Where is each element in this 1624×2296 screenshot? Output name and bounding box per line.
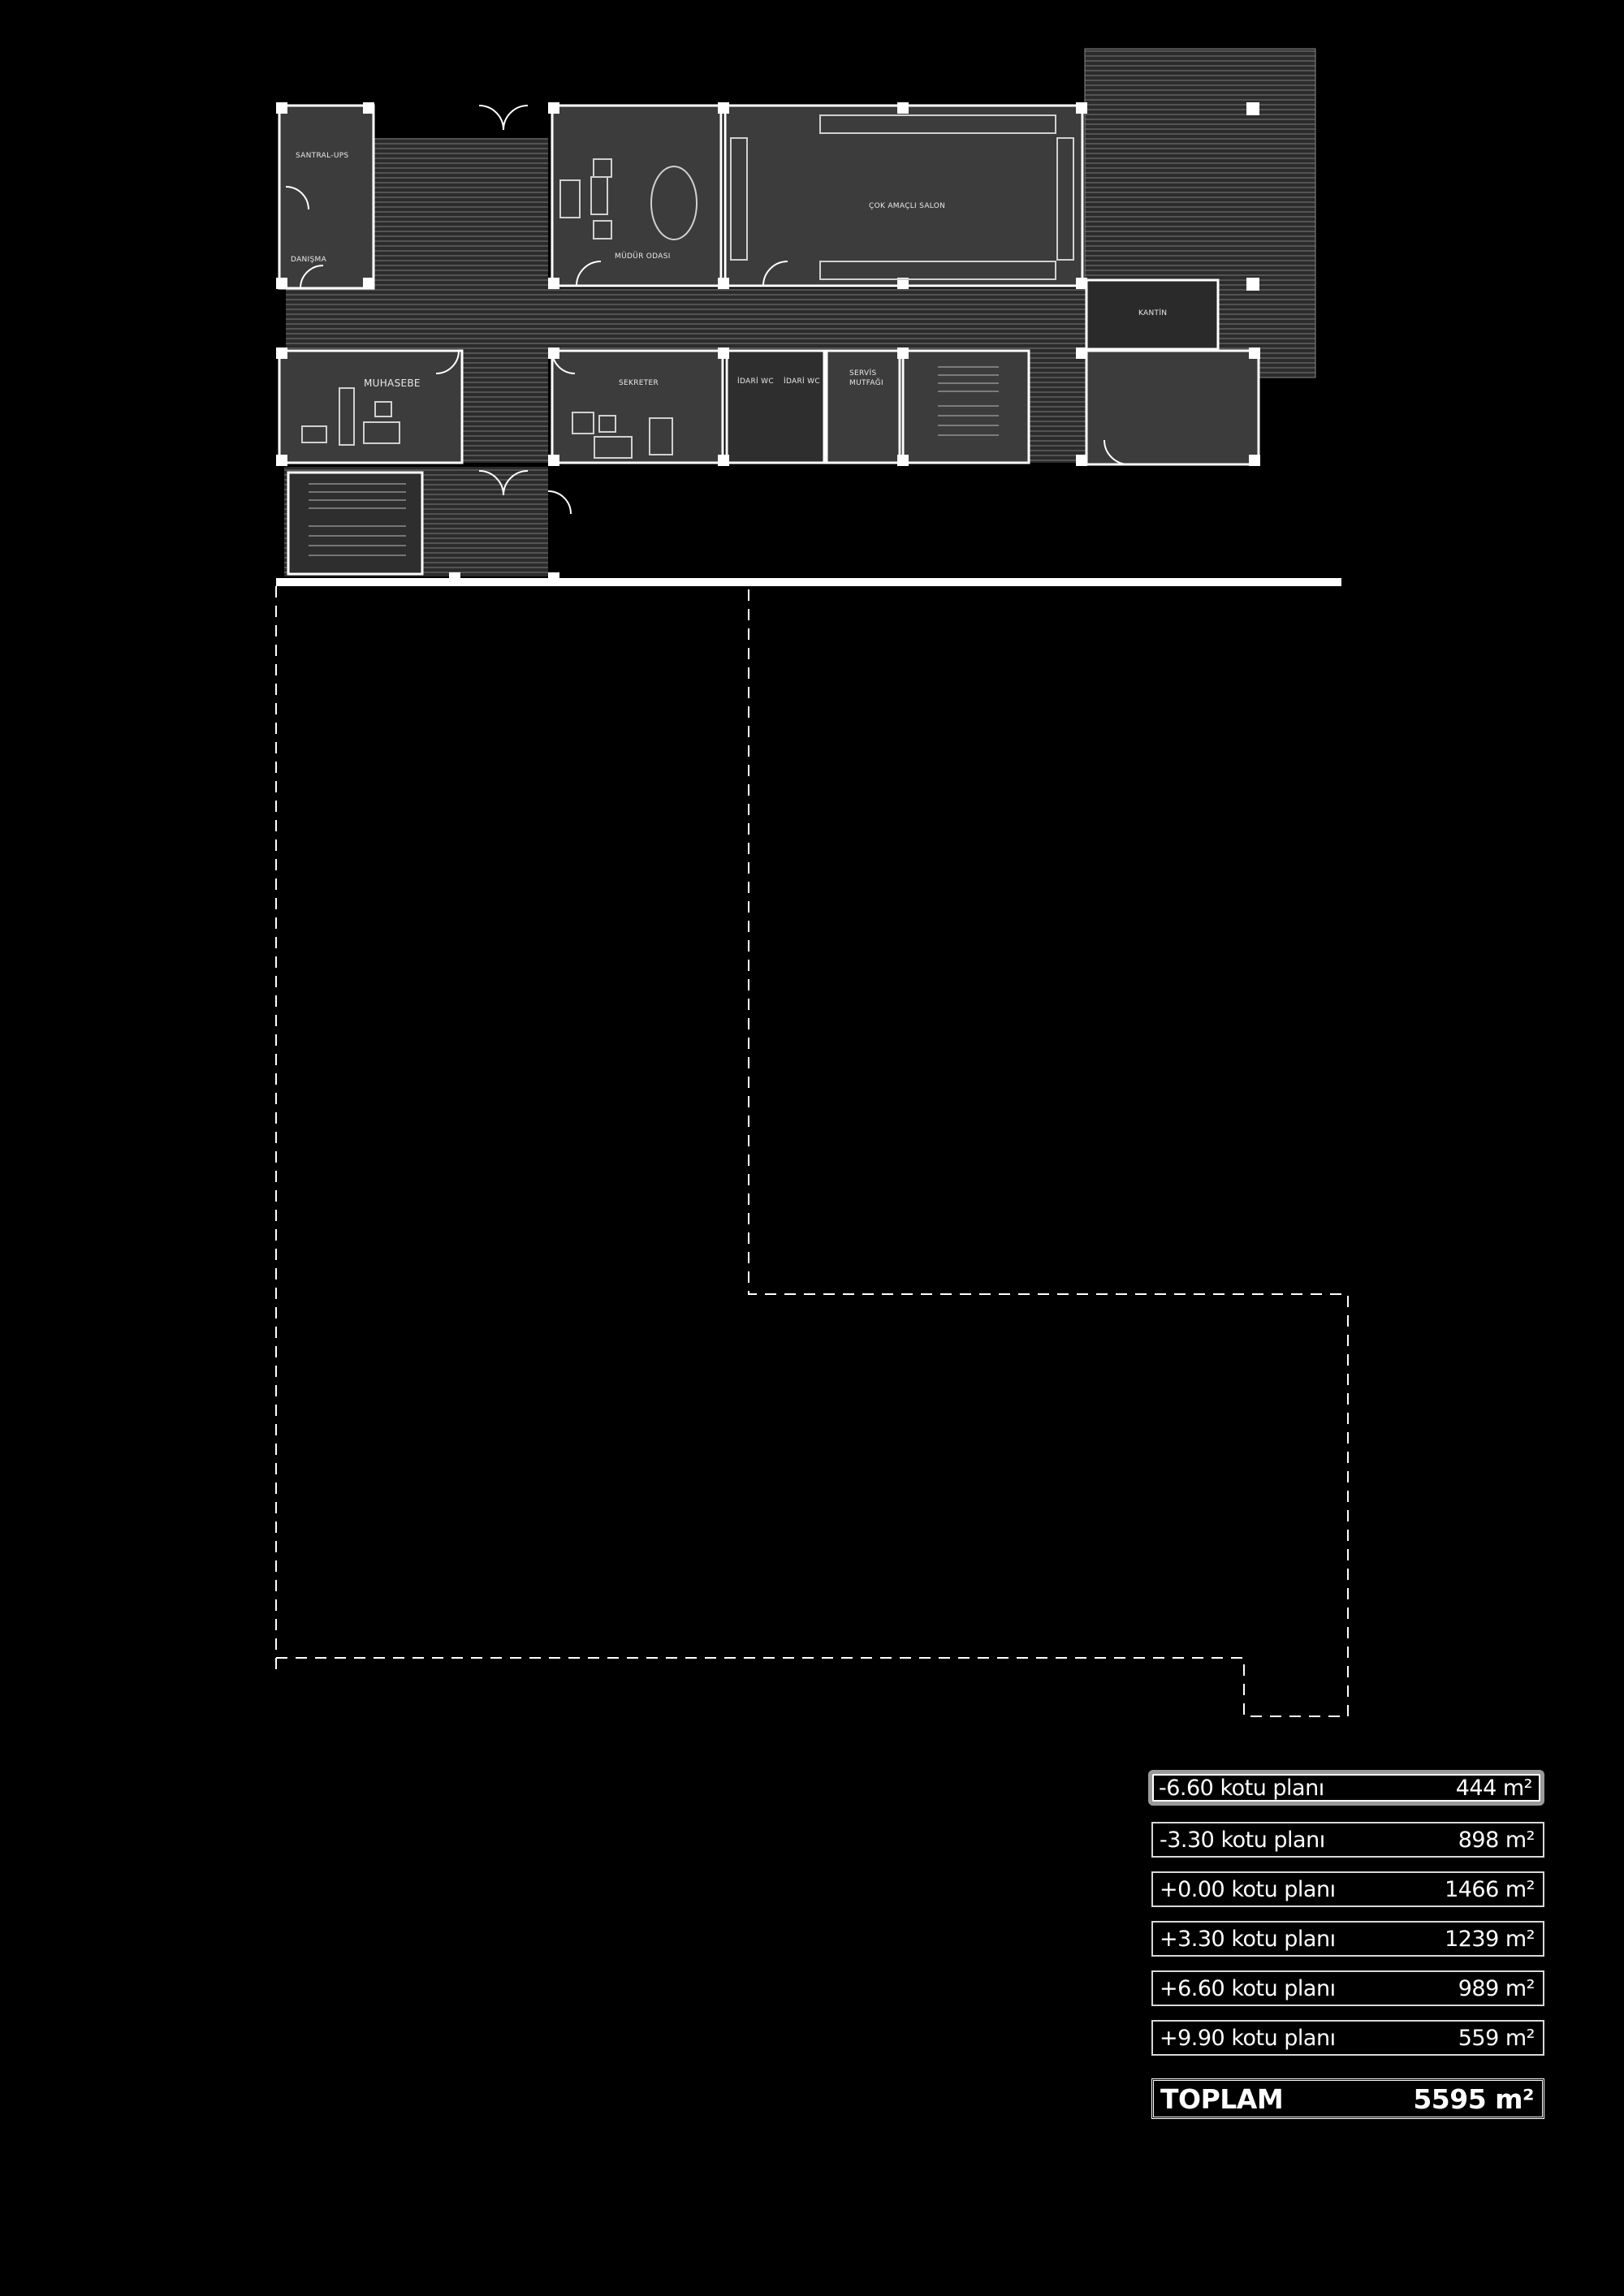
entry-hall [369, 138, 548, 292]
label-sekreter: SEKRETER [619, 379, 659, 387]
room-stair-east [903, 351, 1029, 463]
area-row-label: -6.60 kotu planı [1159, 1775, 1324, 1801]
label-idari-wc-2: İDARİ WC [784, 378, 820, 386]
area-row-value: 1239 m² [1445, 1926, 1535, 1952]
hall-south [459, 349, 548, 463]
area-row-label: -3.30 kotu planı [1160, 1827, 1325, 1853]
corridor-main [286, 288, 1098, 349]
area-total-value: 5595 m² [1413, 2082, 1534, 2115]
room-wc [727, 351, 824, 463]
room-stair-west [288, 473, 422, 574]
label-santral: SANTRAL-UPS [296, 152, 349, 160]
area-row-label: +0.00 kotu planı [1160, 1876, 1336, 1902]
area-row[interactable] [1151, 2020, 1544, 2056]
area-row-label: +9.90 kotu planı [1160, 2025, 1336, 2051]
area-row-value: 1466 m² [1445, 1876, 1535, 1902]
area-row-value: 898 m² [1458, 1827, 1535, 1853]
south-wall [276, 578, 1341, 586]
room-muhasebe [279, 351, 462, 463]
area-row[interactable] [1151, 1921, 1544, 1957]
area-row-value: 444 m² [1455, 1775, 1532, 1801]
area-row[interactable] [1151, 1970, 1544, 2006]
area-row-label: +6.60 kotu planı [1160, 1975, 1336, 2001]
label-muhasebe: MUHASEBE [364, 378, 421, 389]
label-servis-2: MUTFAĞI [849, 379, 883, 387]
area-total-row [1151, 2078, 1544, 2119]
dashed-outline [276, 586, 1348, 1716]
area-total-label: TOPLAM [1160, 2082, 1284, 2115]
area-row-value: 989 m² [1458, 1975, 1535, 2001]
area-row[interactable] [1151, 1822, 1544, 1858]
corridor-east [1030, 349, 1088, 463]
label-servis-1: SERVİS [849, 369, 877, 378]
label-kantin: KANTİN [1138, 309, 1168, 317]
label-idari-wc-1: İDARİ WC [737, 378, 774, 386]
label-salon: ÇOK AMAÇLI SALON [869, 202, 946, 210]
room-sekreter [552, 351, 723, 463]
area-row[interactable] [1148, 1770, 1544, 1806]
area-row-label: +3.30 kotu planı [1160, 1926, 1336, 1952]
label-danisma: DANIŞMA [291, 256, 327, 264]
area-row[interactable] [1151, 1871, 1544, 1907]
area-row-value: 559 m² [1458, 2025, 1535, 2051]
room-servis [827, 351, 900, 463]
label-mudur: MÜDÜR ODASI [615, 252, 671, 261]
room-kantin [1086, 351, 1259, 464]
